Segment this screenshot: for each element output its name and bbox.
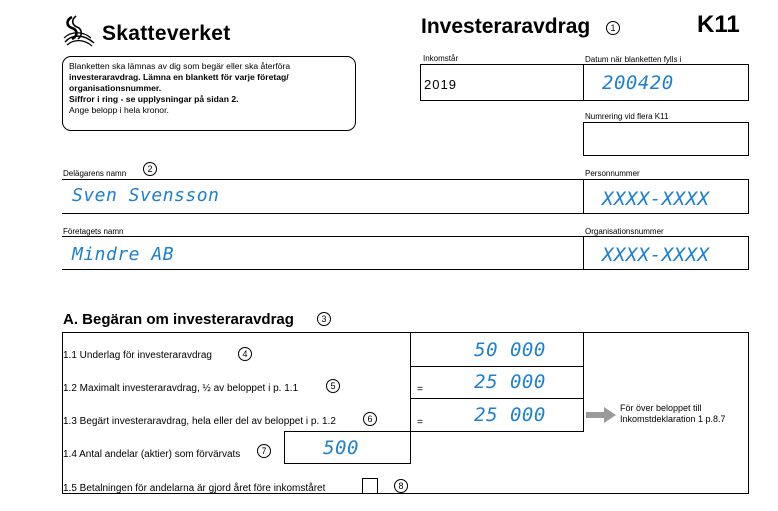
delagare-row-divider: [583, 179, 584, 214]
skatteverket-logo: [62, 14, 242, 48]
inkomstar-datum-row: [420, 64, 749, 101]
delagare-ref-number: 2: [143, 162, 157, 176]
row-1-3-ref-number: 6: [363, 412, 377, 426]
arrow-note-line-1: För över beloppet till: [620, 403, 702, 413]
section-a-ref-number: 3: [317, 312, 331, 326]
notice-line-3: organisationsnummer.: [69, 83, 162, 93]
delagare-label: Delägarens namn: [63, 169, 127, 178]
notice-line-1: Blanketten ska lämnas av dig som begär eller ska återföra: [69, 61, 291, 71]
row-1-2-label: 1.2 Maximalt investeraravdrag, ½ av beloppet i p. 1.1: [63, 383, 299, 394]
datum-label: Datum när blanketten fylls i: [585, 55, 682, 64]
orgnr-label: Organisationsnummer: [585, 227, 664, 236]
row-1-5-checkbox[interactable]: [362, 478, 378, 494]
row-1-1-label: 1.1 Underlag för investeraravdrag: [63, 350, 212, 361]
foretag-label: Företagets namn: [63, 227, 124, 236]
row-1-3-equals-sign: =: [417, 417, 423, 428]
inkomstar-field[interactable]: 2019: [424, 77, 457, 92]
delagare-field[interactable]: Sven Svensson: [72, 185, 220, 206]
arrow-note-line-2: Inkomstdeklaration 1 p.8.7: [620, 414, 726, 424]
row-1-1-ref-number: 4: [238, 347, 252, 361]
row-1-3-amount-field[interactable]: 25 000: [474, 404, 546, 426]
brand-name: Skatteverket: [102, 22, 231, 45]
notice-line-4: Siffror i ring - se upplysningar på sidan 2.: [69, 94, 239, 104]
row-1-4-label: 1.4 Antal andelar (aktier) som förvärvats: [63, 449, 241, 460]
row-1-5-label: 1.5 Betalningen för andelarna är gjord året före inkomståret: [63, 483, 326, 494]
orgnr-field[interactable]: XXXX-XXXX: [602, 244, 710, 266]
personnummer-field[interactable]: XXXX-XXXX: [602, 188, 710, 210]
title-ref-number: 1: [606, 21, 620, 35]
form-title: Investeraravdrag: [421, 15, 591, 38]
row-1-5-ref-number: 8: [394, 479, 408, 493]
arrow-note: [620, 403, 726, 425]
numrering-field[interactable]: [583, 122, 749, 156]
right-arrow-icon: [586, 407, 616, 423]
inkomstar-datum-divider: [583, 64, 584, 101]
row-1-4-amount-field[interactable]: 500: [323, 437, 359, 459]
foretag-field[interactable]: Mindre AB: [72, 244, 175, 265]
row-1-4-ref-number: 7: [257, 444, 271, 458]
numrering-label: Numrering vid flera K11: [585, 112, 669, 121]
row-1-2-ref-number: 5: [326, 379, 340, 393]
notice-line-2: investeraravdrag. Lämna en blankett för varje företag/: [69, 72, 289, 82]
row-1-1-amount-field[interactable]: 50 000: [474, 339, 546, 361]
notice-line-5: Ange belopp i hela kronor.: [69, 105, 169, 115]
form-code: K11: [697, 11, 740, 38]
skatteverket-logo-icon: [62, 14, 98, 48]
section-a-title: A. Begäran om investeraravdrag: [63, 311, 294, 328]
datum-field[interactable]: 200420: [602, 72, 674, 94]
notice-box: [62, 56, 356, 131]
row-1-2-amount-field[interactable]: 25 000: [474, 371, 546, 393]
row-1-3-label: 1.3 Begärt investeraravdrag, hela eller del av beloppet i p. 1.2: [63, 416, 336, 427]
personnummer-label: Personnummer: [585, 169, 640, 178]
foretag-row-divider: [583, 236, 584, 270]
row-1-2-equals-sign: =: [417, 384, 423, 395]
inkomstar-label: Inkomstår: [423, 54, 459, 63]
